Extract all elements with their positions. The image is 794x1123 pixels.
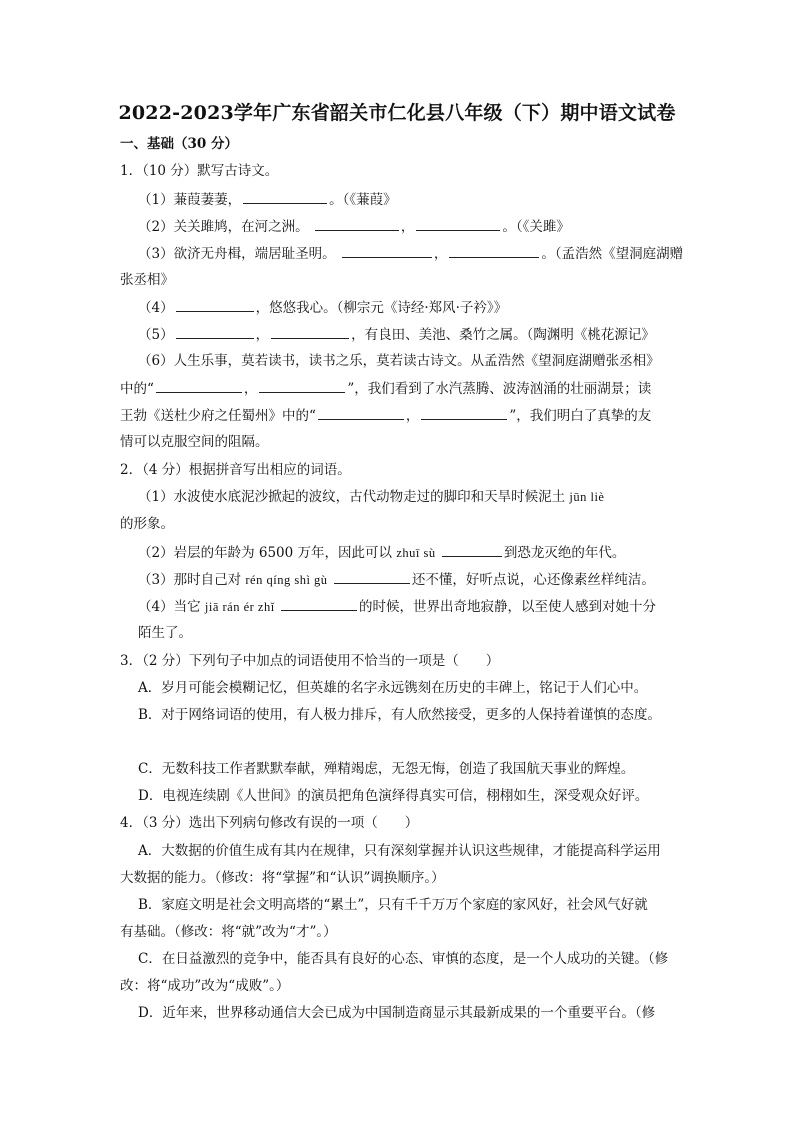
answer-blank[interactable] bbox=[281, 596, 357, 611]
q1-item-4-num: （4） bbox=[138, 300, 174, 316]
answer-blank[interactable] bbox=[156, 378, 242, 393]
q3-option-c[interactable]: C．无数科技工作者默默奉献，殚精竭虑，无怨无悔，创造了我国航天事业的辉煌。 bbox=[138, 761, 635, 777]
answer-blank[interactable] bbox=[259, 378, 345, 393]
q1-item-5 bbox=[138, 324, 655, 345]
answer-blank[interactable] bbox=[243, 189, 327, 204]
answer-blank[interactable] bbox=[176, 297, 254, 312]
q4-option-c[interactable]: C．在日益激烈的竞争中，能否具有良好的心态、审慎的态度，是一个人成功的关键。（修 bbox=[138, 951, 669, 967]
q1-item-1-source: 。（《蒹葭》 bbox=[329, 192, 397, 208]
q1-item-2 bbox=[138, 216, 570, 237]
q2-item-4 bbox=[138, 596, 656, 617]
q4-option-a-cont: 大数据的能力。（修改：将“掌握”和“认识”调换顺序。） bbox=[120, 870, 445, 886]
q4-option-a[interactable]: A．大数据的价值生成有其内在规律，只有深刻掌握并认识这些规律，才能提高科学运用 bbox=[138, 843, 661, 859]
q2-item-2-text2: 到恐龙灭绝的年代。 bbox=[503, 545, 626, 561]
answer-blank[interactable] bbox=[315, 216, 399, 231]
q2-item-3-text: （3）那时自己对 bbox=[138, 572, 242, 588]
q2-item-3 bbox=[138, 569, 655, 590]
q1-item-6-text: ”，我们看到了水汽蒸腾、波涛汹涌的壮丽湖景；读 bbox=[347, 381, 652, 397]
q1-item-3-source: 。（孟浩然《望洞庭湖赠 bbox=[541, 246, 684, 262]
q1-item-6-text2: 王勃《送杜少府之任蜀州》中的“ bbox=[120, 408, 316, 424]
q2-item-2-text: （2）岩层的年龄为 6500 万年，因此可以 bbox=[138, 545, 393, 561]
q2-item-1-text: （1）水波使水底泥沙掀起的波纹，古代动物走过的脚印和天旱时候泥土 bbox=[138, 489, 566, 505]
q1-item-4 bbox=[138, 297, 507, 318]
q1-item-6-line3 bbox=[120, 405, 651, 426]
answer-blank[interactable] bbox=[176, 324, 254, 339]
q1-heading: 1．（10 分）默写古诗文。 bbox=[120, 163, 279, 179]
q2-item-2 bbox=[138, 542, 625, 563]
q1-item-4-text: ，悠悠我心。（柳宗元《诗经·郑风·子衿》》 bbox=[255, 300, 508, 316]
pinyin: jiā rán ér zhǐ bbox=[204, 600, 275, 614]
q1-item-6-line2 bbox=[120, 378, 651, 399]
section-heading: 一、基础（30 分） bbox=[120, 136, 238, 152]
q3-option-a[interactable]: A．岁月可能会模糊记忆，但英雄的名字永远镌刻在历史的丰碑上，铭记于人们心中。 bbox=[138, 680, 648, 696]
q1-item-6-line4: 情可以克服空间的阻隔。 bbox=[120, 434, 269, 450]
q1-item-6-sep: ， bbox=[243, 381, 258, 397]
q3-heading: 3．（2 分）下列句子中加点的词语使用不恰当的一项是（ ） bbox=[120, 653, 500, 669]
answer-blank[interactable] bbox=[342, 243, 432, 258]
q3-option-d[interactable]: D．电视连续剧《人世间》的演员把角色演绎得真实可信，栩栩如生，深受观众好评。 bbox=[138, 788, 649, 804]
pinyin: jūn liè bbox=[569, 490, 605, 504]
q1-item-6-text3: ”，我们明白了真挚的友 bbox=[509, 408, 652, 424]
answer-blank[interactable] bbox=[271, 324, 349, 339]
q2-item-1-cont: 的形象。 bbox=[120, 516, 174, 532]
q1-item-6-quote-open: 中的“ bbox=[120, 381, 154, 397]
q3-option-b[interactable]: B．对于网络词语的使用，有人极力排斥，有人欣然接受，更多的人保持着谨慎的态度。 bbox=[138, 707, 661, 723]
q1-item-3-text: （3）欲济无舟楫，端居耻圣明。 bbox=[138, 246, 336, 262]
answer-blank[interactable] bbox=[334, 569, 410, 584]
q4-option-b[interactable]: B．家庭文明是社会文明高塔的“累土”，只有千千万万个家庭的家风好，社会风气好就 bbox=[138, 897, 648, 913]
q2-heading: 2．（4 分）根据拼音写出相应的词语。 bbox=[120, 462, 351, 478]
q1-item-5-text: ，有良田、美池、桑竹之属。（陶渊明《桃花源记》 bbox=[351, 327, 655, 343]
q4-option-c-cont: 改：将“成功”改为“成败”。） bbox=[120, 978, 290, 994]
answer-blank[interactable] bbox=[318, 405, 404, 420]
q1-item-5-sep: ， bbox=[255, 327, 270, 343]
q4-option-d[interactable]: D．近年来，世界移动通信大会已成为中国制造商显示其最新成果的一个重要平台。（修 bbox=[138, 1005, 656, 1021]
q1-item-3 bbox=[138, 243, 683, 264]
pinyin: rén qíng shì gù bbox=[245, 573, 328, 587]
answer-blank[interactable] bbox=[416, 216, 500, 231]
q1-item-2-source: 。（《关雎》 bbox=[502, 219, 570, 235]
q2-item-4-text: （4）当它 bbox=[138, 599, 201, 615]
q1-item-1-text: （1）蒹葭萋萋， bbox=[138, 192, 242, 208]
answer-blank[interactable] bbox=[449, 243, 539, 258]
q2-item-4-text2: 的时候，世界出奇地寂静，以至使人感到对她十分 bbox=[359, 599, 656, 615]
answer-blank[interactable] bbox=[421, 405, 507, 420]
q2-item-3-text2: 还不懂，好听点说，心还像素丝样纯洁。 bbox=[411, 572, 655, 588]
q1-item-6: （6）人生乐事，莫若读书，读书之乐，莫若读古诗文。从孟浩然《望洞庭湖赠张丞相》 bbox=[138, 353, 660, 369]
q1-item-3-sep: ， bbox=[433, 246, 448, 262]
q1-item-2-text: （2）关关雎鸠，在河之洲。 bbox=[138, 219, 309, 235]
q2-item-1 bbox=[138, 487, 604, 507]
answer-blank[interactable] bbox=[442, 542, 502, 557]
q2-item-4-cont: 陌生了。 bbox=[138, 625, 192, 641]
q1-item-6-sep2: ， bbox=[405, 408, 420, 424]
q4-heading: 4．（3 分）选出下列病句修改有误的一项（ ） bbox=[120, 815, 419, 831]
q4-option-b-cont: 有基础。（修改：将“就”改为“才”。） bbox=[120, 924, 337, 940]
q1-item-5-num: （5） bbox=[138, 327, 174, 343]
q1-item-3-cont: 张丞相》 bbox=[120, 272, 174, 288]
exam-title: 2022-2023学年广东省韶关市仁化县八年级（下）期中语文试卷 bbox=[118, 102, 676, 124]
q1-item-1 bbox=[138, 189, 397, 210]
pinyin: zhuī sù bbox=[396, 546, 436, 560]
q1-item-2-sep: ， bbox=[400, 219, 415, 235]
